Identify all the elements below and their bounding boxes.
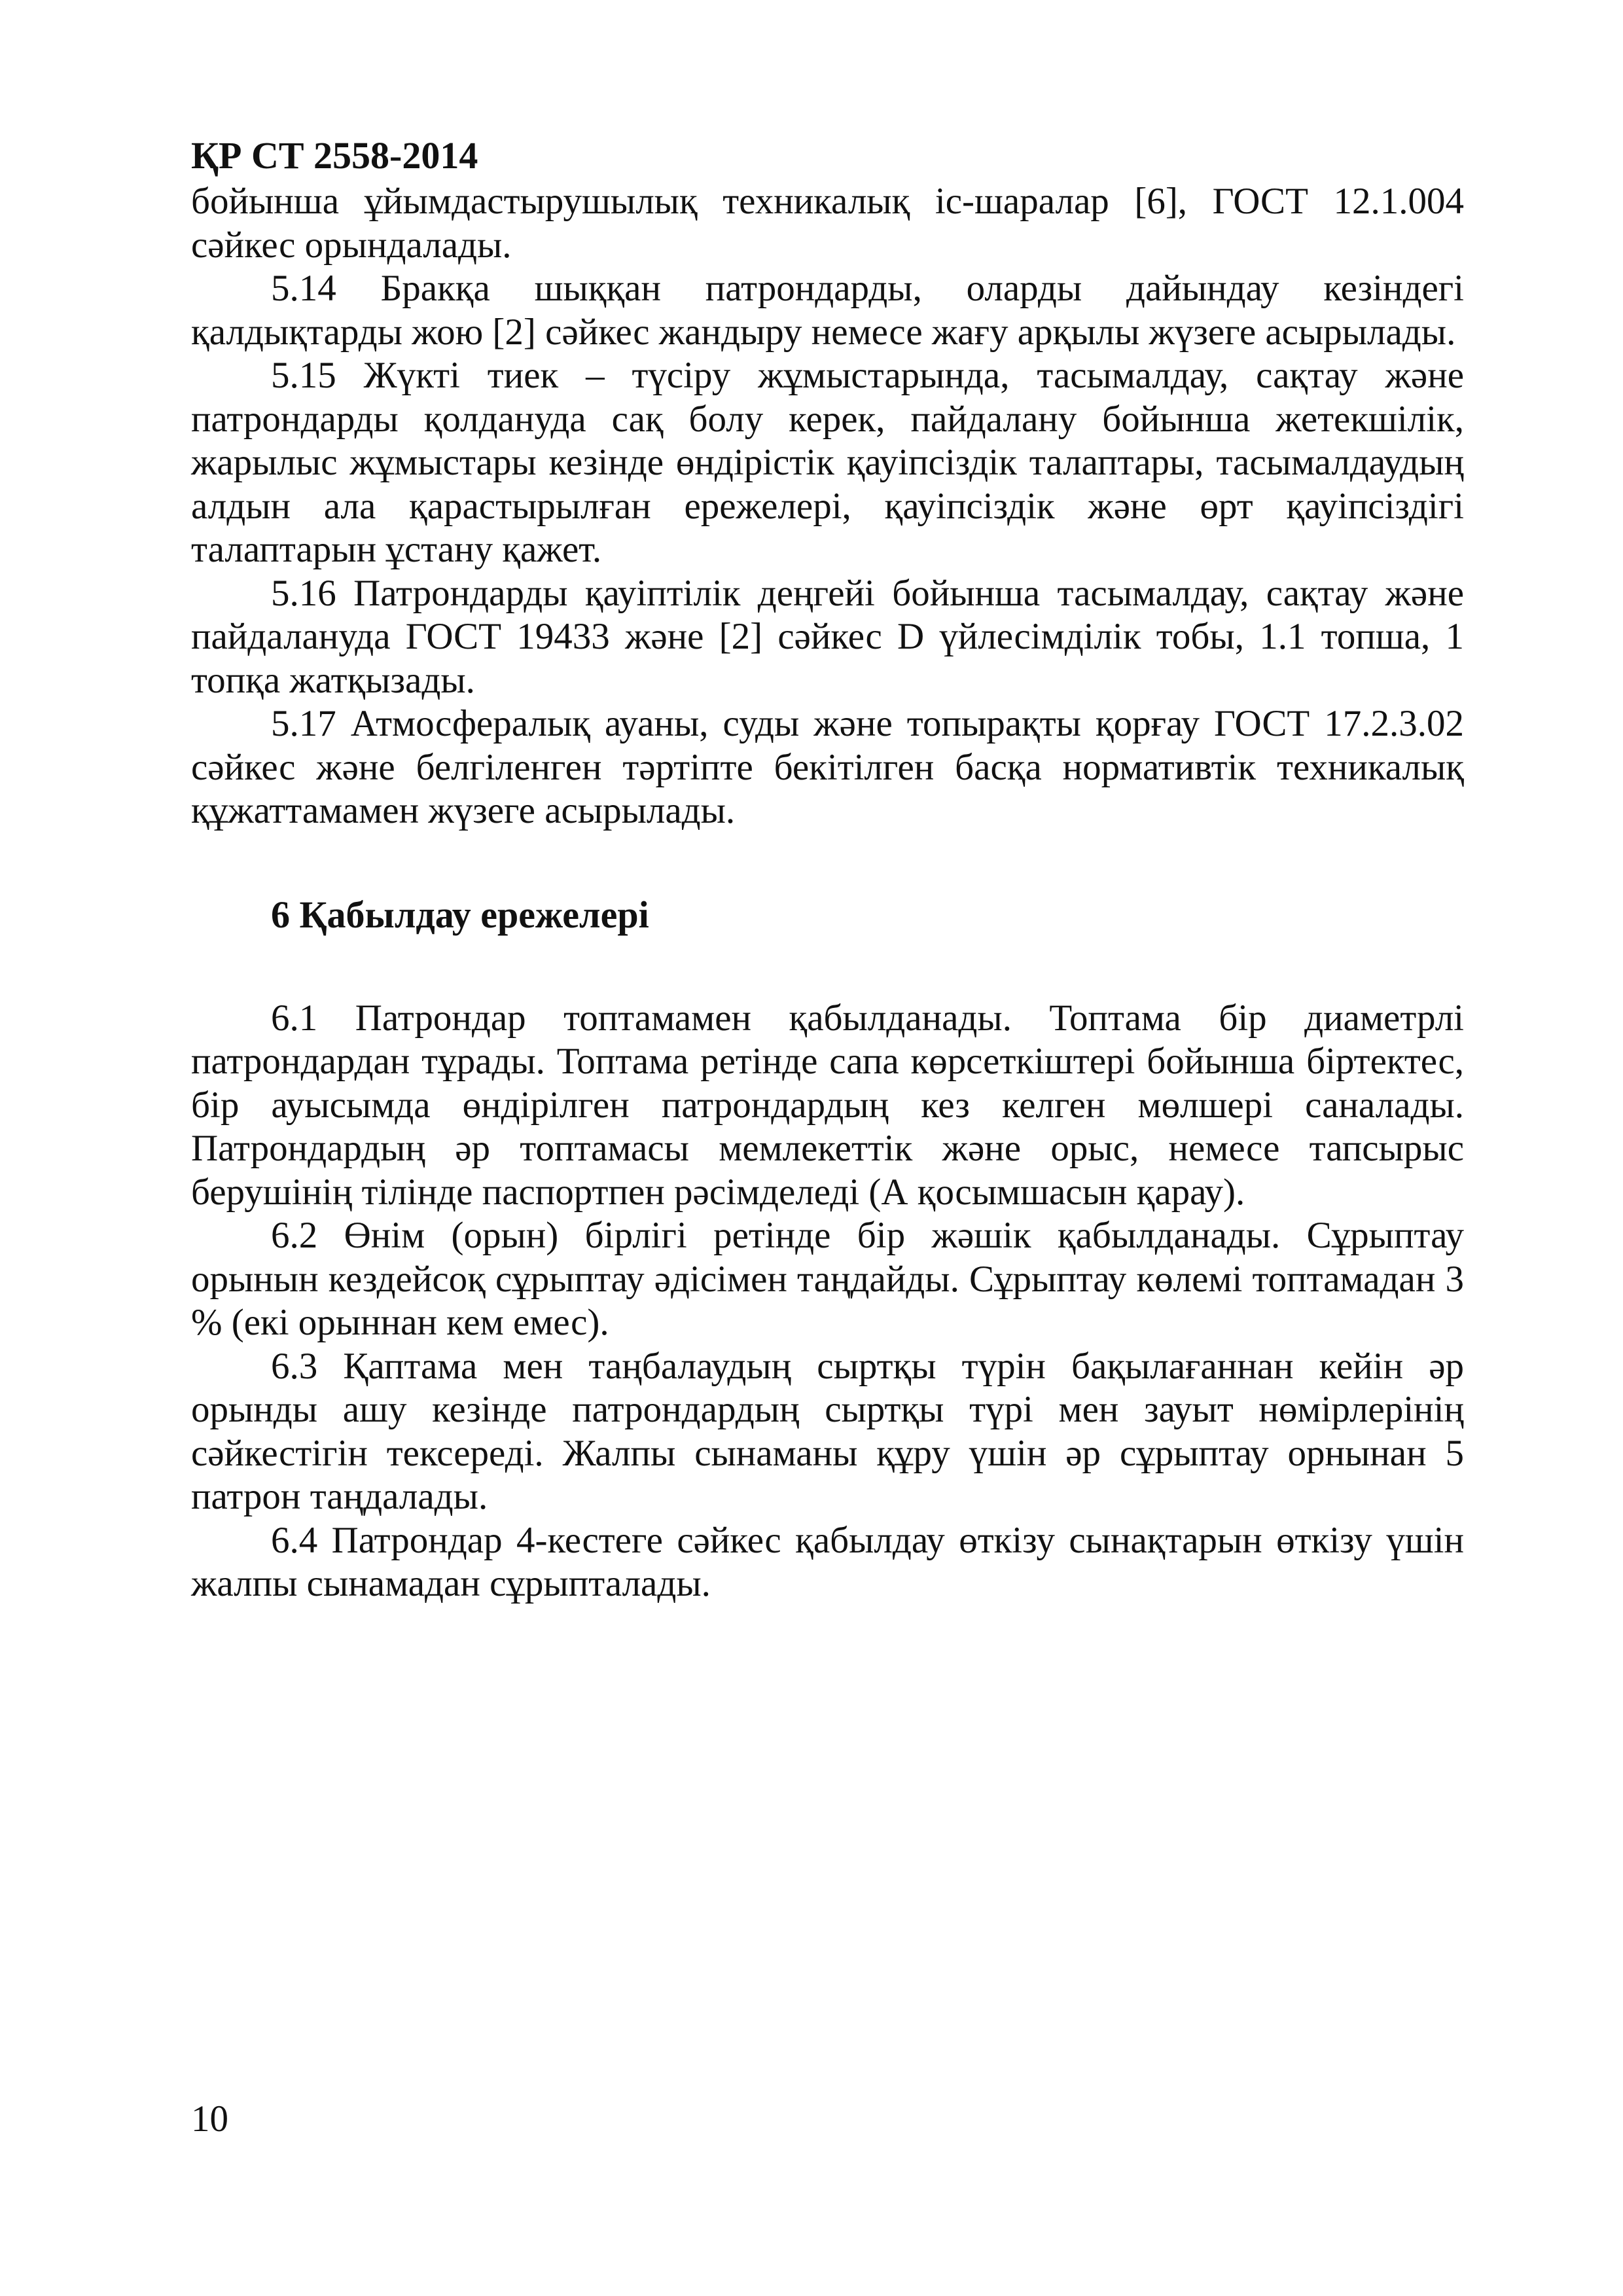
paragraph-5-16: 5.16 Патрондарды қауіптілік деңгейі бойынша тасымалдау, сақтау және пайдалануда ГОСТ 19433 және [2] сәйкес D үйлесімділік тобы, 1.1 топша, 1 топқа жатқызады. xyxy=(191,572,1464,701)
section-6-title: 6 Қабылдау ережелері xyxy=(271,893,649,936)
document-page xyxy=(191,134,1464,1606)
paragraph-6-3: 6.3 Қаптама мен таңбалаудың сыртқы түрін бақылағаннан кейін әр орынды ашу кезінде патрондардың сыртқы түрі мен зауыт нөмірлерінің сәйкестігін тексереді. Жалпы сынаманы құру үшін әр сұрыптау орнынан 5 патрон таңдалады. xyxy=(191,1345,1464,1517)
paragraph-5-14: 5.14 Бракқа шыққан патрондарды, оларды дайындау кезіндегі қалдықтарды жою [2] сәйкес жандыру немесе жағу арқылы жүзеге асырылады. xyxy=(191,268,1464,353)
paragraph-continuation: бойынша ұйымдастырушылық техникалық іс-шаралар [6], ГОСТ 12.1.004 сәйкес орындалады. xyxy=(191,181,1464,266)
page-number: 10 xyxy=(191,2098,228,2140)
paragraph-5-15: 5.15 Жүкті тиек – түсіру жұмыстарында, тасымалдау, сақтау және патрондарды қолдануда сақ болу керек, пайдалану бойынша жетекшілік, жарылыс жұмыстары кезінде өндірістік қауіпсіздік талаптары, тасымалдаудың алдын ала қарастырылған ережелері, қауіпсіздік және өрт қауіпсіздігі талаптарын ұстану қажет. xyxy=(191,355,1464,570)
document-code-header: ҚР СТ 2558-2014 xyxy=(191,134,478,177)
paragraph-6-2: 6.2 Өнім (орын) бірлігі ретінде бір жәшік қабылданады. Сұрыптау орынын кездейсоқ сұрыптау әдісімен таңдайды. Сұрыптау көлемі топтамадан 3 % (екі орыннан кем емес). xyxy=(191,1215,1464,1343)
paragraph-6-4: 6.4 Патрондар 4-кестеге сәйкес қабылдау өткізу сынақтарын өткізу үшін жалпы сынамадан сұрыпталады. xyxy=(191,1519,1464,1604)
paragraph-5-17: 5.17 Атмосфералық ауаны, суды және топырақты қорғау ГОСТ 17.2.3.02 сәйкес және белгіленген тәртіпте бекітілген басқа нормативтік техникалық құжаттамамен жүзеге асырылады. xyxy=(191,703,1464,831)
paragraph-6-1: 6.1 Патрондар топтамамен қабылданады. Топтама бір диаметрлі патрондардан тұрады. Топтама ретінде сапа көрсеткіштері бойынша біртектес, бір ауысымда өндірілген патрондардың кез келген мөлшері саналады. Патрондардың әр топтамасы мемлекеттік және орыс, немесе тапсырыс берушінің тілінде паспортпен рәсімделеді (А қосымшасын қарау). xyxy=(191,997,1464,1213)
